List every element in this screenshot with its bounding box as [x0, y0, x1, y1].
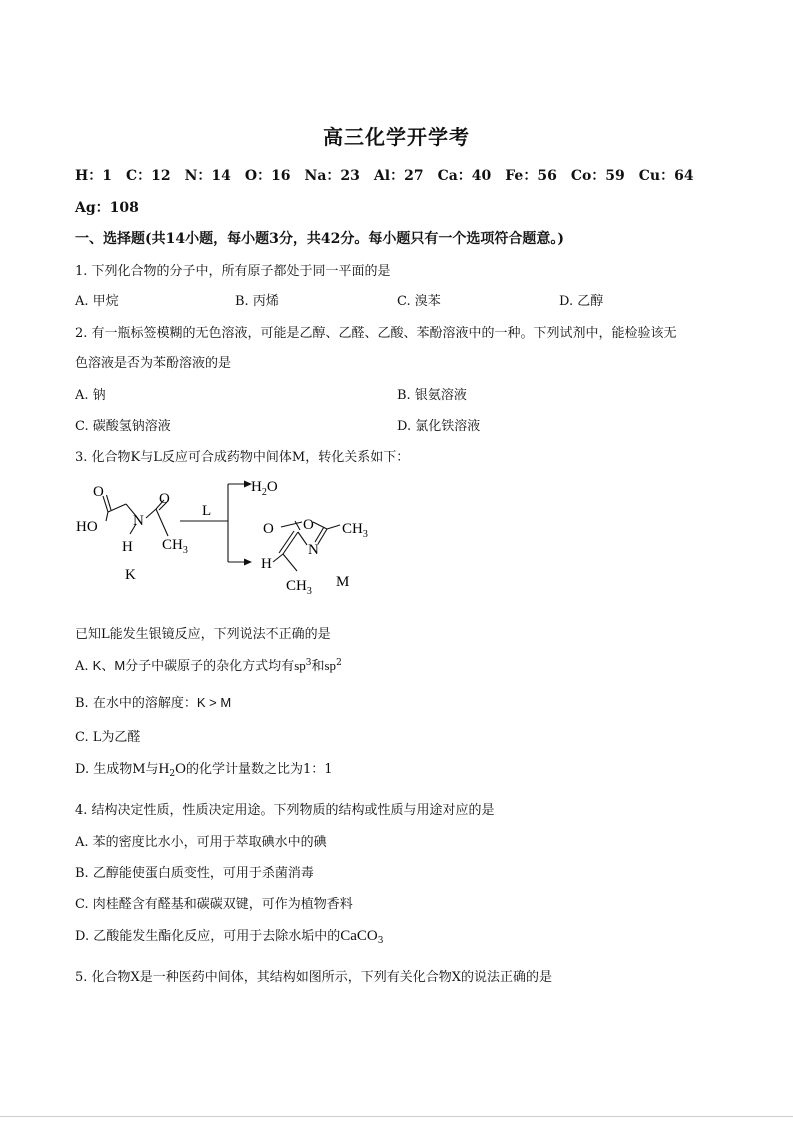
q3-option-b: B. 在水中的溶解度：K > M — [75, 695, 232, 711]
k-methyl: $CH_3$ — [162, 537, 188, 556]
q2-option-b: B. 银氨溶液 — [397, 388, 467, 403]
m-methyl-bottom: $CH_3$ — [286, 578, 312, 597]
question-2-stem-line1: 2. 有一瓶标签模糊的无色溶液，可能是乙醇、乙醛、乙酸、苯酚溶液中的一种。下列试剂中，能检验该无 — [75, 326, 677, 341]
k-hydroxyl: HO — [76, 519, 98, 535]
k-nitrogen: N — [133, 513, 144, 529]
k-hydrogen: H — [122, 539, 133, 555]
m-carbonyl-oxygen: O — [263, 521, 274, 537]
arrow-head-product — [244, 559, 252, 566]
k-oxygen-2: O — [159, 491, 170, 507]
reaction-scheme — [70, 472, 400, 602]
atomic-masses-line1: H：1 C：12 N：14 O：16 Na：23 Al：27 Ca：40 Fe：56 Co：59 Cu：64 — [75, 168, 694, 184]
q3-option-d: D. 生成物M与$H_2O$的化学计量数之比为1：1 — [75, 761, 333, 779]
label-m: M — [336, 574, 350, 590]
question-2-stem-line2: 色溶液是否为苯酚溶液的是 — [75, 356, 232, 371]
m-methyl-top: $CH_3$ — [342, 521, 368, 540]
label-k: K — [125, 567, 136, 583]
q1-option-d: D. 乙醇 — [559, 294, 604, 309]
reaction-arrows — [180, 484, 246, 562]
q4-option-a: A. 苯的密度比水小，可用于萃取碘水中的碘 — [75, 835, 327, 850]
q4-option-c: C. 肉桂醛含有醛基和碳碳双键，可作为植物香料 — [75, 897, 353, 912]
m-hydrogen: H — [261, 556, 272, 572]
q2-option-c: C. 碳酸氢钠溶液 — [75, 419, 171, 434]
q4-option-b: B. 乙醇能使蛋白质变性，可用于杀菌消毒 — [75, 866, 314, 881]
q1-option-c: C. 溴苯 — [397, 294, 441, 309]
m-ring-oxygen: O — [303, 517, 314, 533]
water-product: $H_2O$ — [251, 479, 278, 498]
section-header: 一、选择题(共14小题，每小题3分，共42分。每小题只有一个选项符合题意。) — [75, 231, 564, 247]
question-3-stem: 3. 化合物K与L反应可合成药物中间体M，转化关系如下： — [75, 450, 410, 465]
question-5-stem: 5. 化合物X是一种医药中间体，其结构如图所示，下列有关化合物X的说法正确的是 — [75, 970, 553, 985]
page-title: 高三化学开学考 — [323, 125, 470, 149]
q2-option-a: A. 钠 — [75, 388, 106, 403]
k-oxygen-1: O — [93, 484, 104, 500]
q4-option-d: D. 乙酸能发生酯化反应，可用于去除水垢中的CaCO$_3$ — [75, 928, 384, 946]
m-nitrogen: N — [308, 542, 319, 558]
atomic-masses-line2: Ag：108 — [75, 200, 139, 216]
question-3-known: 已知L能发生银镜反应，下列说法不正确的是 — [75, 627, 331, 642]
reagent-l: L — [202, 503, 212, 519]
question-1-stem: 1. 下列化合物的分子中，所有原子都处于同一平面的是 — [75, 264, 391, 279]
page-bottom-divider — [0, 1116, 793, 1117]
q3-option-c: C. L为乙醛 — [75, 730, 141, 745]
q1-option-a: A. 甲烷 — [75, 294, 119, 309]
q3-option-a: A. K、M分子中碳原子的杂化方式均有$sp^3$和$sp^2$ — [75, 658, 342, 674]
question-4-stem: 4. 结构决定性质，性质决定用途。下列物质的结构或性质与用途对应的是 — [75, 803, 495, 818]
q2-option-d: D. 氯化铁溶液 — [397, 419, 481, 434]
q1-option-b: B. 丙烯 — [235, 294, 279, 309]
